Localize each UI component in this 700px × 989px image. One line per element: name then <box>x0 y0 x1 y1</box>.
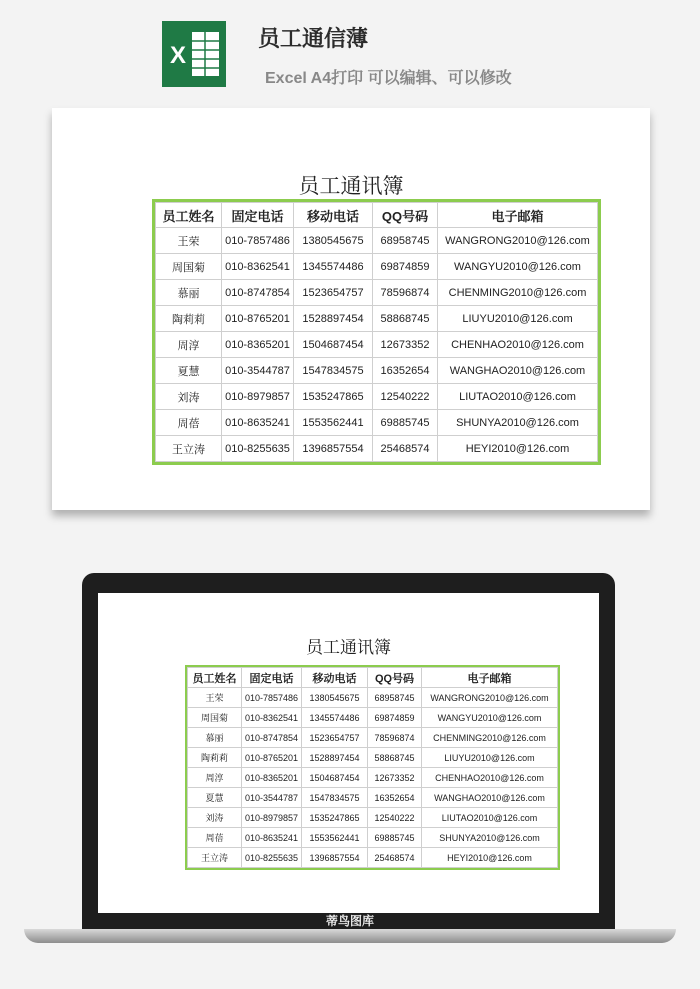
laptop-mockup <box>82 573 615 930</box>
table-body <box>188 688 558 868</box>
column-header: 电子邮箱 <box>438 203 598 228</box>
table-cell: 夏慧 <box>156 358 222 384</box>
table-cell: 010-8765201 <box>222 306 294 332</box>
table-header-row <box>156 203 598 228</box>
table-cell: LIUYU2010@126.com <box>438 306 598 332</box>
table-cell: HEYI2010@126.com <box>422 848 558 868</box>
table-row <box>188 708 558 728</box>
table-cell: 陶莉莉 <box>188 748 242 768</box>
table-row <box>188 828 558 848</box>
table-cell: 1553562441 <box>302 828 368 848</box>
table-cell: 慕丽 <box>188 728 242 748</box>
table-cell: 69874859 <box>368 708 422 728</box>
table-cell: 王荣 <box>188 688 242 708</box>
table-cell: 12540222 <box>373 384 438 410</box>
table-cell: 王立涛 <box>188 848 242 868</box>
table-cell: 1345574486 <box>302 708 368 728</box>
contacts-table <box>155 202 598 462</box>
table-row <box>188 788 558 808</box>
table-row <box>156 384 598 410</box>
sheet-title: 员工通讯簿 <box>306 638 391 658</box>
table-row <box>156 254 598 280</box>
table-cell: LIUYU2010@126.com <box>422 748 558 768</box>
column-header: QQ号码 <box>373 203 438 228</box>
table-cell: CHENHAO2010@126.com <box>422 768 558 788</box>
table-cell: 1345574486 <box>294 254 373 280</box>
table-cell: 69874859 <box>373 254 438 280</box>
table-cell: 周国菊 <box>188 708 242 728</box>
table-cell: 夏慧 <box>188 788 242 808</box>
table-row <box>188 728 558 748</box>
table-cell: 010-8635241 <box>242 828 302 848</box>
table-cell: 1523654757 <box>294 280 373 306</box>
table-cell: 周淳 <box>188 768 242 788</box>
table-row <box>156 332 598 358</box>
table-cell: 王荣 <box>156 228 222 254</box>
table-cell: 010-8747854 <box>222 280 294 306</box>
laptop-base <box>24 929 676 943</box>
table-cell: 1504687454 <box>294 332 373 358</box>
table-cell: 王立涛 <box>156 436 222 462</box>
header <box>0 0 700 100</box>
column-header: QQ号码 <box>368 668 422 688</box>
table-cell: 1535247865 <box>294 384 373 410</box>
page-title: 员工通信薄 <box>258 26 369 51</box>
table-cell: 1396857554 <box>294 436 373 462</box>
table-cell: 1523654757 <box>302 728 368 748</box>
table-cell: WANGYU2010@126.com <box>438 254 598 280</box>
table-cell: 010-8255635 <box>242 848 302 868</box>
table-cell: 010-7857486 <box>222 228 294 254</box>
table-cell: 010-3544787 <box>242 788 302 808</box>
table-row <box>156 280 598 306</box>
page-subtitle: Excel A4打印 可以编辑、可以修改 <box>265 70 512 87</box>
table-cell: 68958745 <box>368 688 422 708</box>
table-cell: 12673352 <box>368 768 422 788</box>
table-cell: WANGYU2010@126.com <box>422 708 558 728</box>
table-cell: SHUNYA2010@126.com <box>438 410 598 436</box>
column-header: 固定电话 <box>242 668 302 688</box>
table-cell: 刘涛 <box>188 808 242 828</box>
contacts-table <box>187 667 558 868</box>
table-cell: 周淳 <box>156 332 222 358</box>
table-cell: LIUTAO2010@126.com <box>438 384 598 410</box>
table-row <box>188 768 558 788</box>
table-cell: 010-8255635 <box>222 436 294 462</box>
table-cell: 010-8979857 <box>242 808 302 828</box>
table-cell: 1380545675 <box>302 688 368 708</box>
sheet-title: 员工通讯簿 <box>298 174 404 198</box>
table-cell: 69885745 <box>373 410 438 436</box>
table-cell: LIUTAO2010@126.com <box>422 808 558 828</box>
table-row <box>188 808 558 828</box>
table-cell: 16352654 <box>373 358 438 384</box>
brand-label: 蒂鸟图库 <box>325 914 374 928</box>
table-cell: 68958745 <box>373 228 438 254</box>
table-cell: 010-3544787 <box>222 358 294 384</box>
table-cell: 69885745 <box>368 828 422 848</box>
column-header: 电子邮箱 <box>422 668 558 688</box>
table-cell: 010-8979857 <box>222 384 294 410</box>
table-cell: WANGHAO2010@126.com <box>438 358 598 384</box>
table-row <box>188 848 558 868</box>
table-cell: 1535247865 <box>302 808 368 828</box>
table-cell: WANGRONG2010@126.com <box>438 228 598 254</box>
table-cell: 58868745 <box>373 306 438 332</box>
table-cell: 58868745 <box>368 748 422 768</box>
table-cell: 陶莉莉 <box>156 306 222 332</box>
table-cell: 12540222 <box>368 808 422 828</box>
table-row <box>156 436 598 462</box>
column-header: 员工姓名 <box>156 203 222 228</box>
laptop-display <box>98 593 599 913</box>
table-cell: 010-8765201 <box>242 748 302 768</box>
table-cell: 1504687454 <box>302 768 368 788</box>
table-cell: 周蓓 <box>156 410 222 436</box>
table-header-row <box>188 668 558 688</box>
table-row <box>156 410 598 436</box>
table-row <box>156 306 598 332</box>
table-cell: CHENMING2010@126.com <box>438 280 598 306</box>
table-cell: 16352654 <box>368 788 422 808</box>
table-row <box>188 688 558 708</box>
table-cell: 010-8365201 <box>242 768 302 788</box>
table-cell: 1380545675 <box>294 228 373 254</box>
table-cell: 慕丽 <box>156 280 222 306</box>
table-cell: 78596874 <box>368 728 422 748</box>
table-cell: WANGRONG2010@126.com <box>422 688 558 708</box>
table-cell: 010-7857486 <box>242 688 302 708</box>
table-cell: 周蓓 <box>188 828 242 848</box>
table-row <box>188 748 558 768</box>
table-cell: HEYI2010@126.com <box>438 436 598 462</box>
table-cell: 1396857554 <box>302 848 368 868</box>
table-cell: 1553562441 <box>294 410 373 436</box>
table-cell: 010-8362541 <box>222 254 294 280</box>
table-cell: 周国菊 <box>156 254 222 280</box>
table-cell: 78596874 <box>373 280 438 306</box>
table-row <box>156 228 598 254</box>
table-cell: 1528897454 <box>302 748 368 768</box>
table-row <box>156 358 598 384</box>
column-header: 移动电话 <box>302 668 368 688</box>
table-cell: SHUNYA2010@126.com <box>422 828 558 848</box>
excel-icon <box>162 21 226 87</box>
table-cell: CHENHAO2010@126.com <box>438 332 598 358</box>
column-header: 员工姓名 <box>188 668 242 688</box>
table-cell: 010-8747854 <box>242 728 302 748</box>
table-cell: 010-8635241 <box>222 410 294 436</box>
table-cell: 1547834575 <box>302 788 368 808</box>
table-cell: 010-8362541 <box>242 708 302 728</box>
table-cell: 12673352 <box>373 332 438 358</box>
table-cell: 1528897454 <box>294 306 373 332</box>
excel-icon-letter: X <box>169 42 187 69</box>
table-cell: 25468574 <box>373 436 438 462</box>
table-cell: 010-8365201 <box>222 332 294 358</box>
sheet-preview-card <box>52 108 650 510</box>
table-body <box>156 228 598 462</box>
column-header: 移动电话 <box>294 203 373 228</box>
column-header: 固定电话 <box>222 203 294 228</box>
table-cell: CHENMING2010@126.com <box>422 728 558 748</box>
table-cell: WANGHAO2010@126.com <box>422 788 558 808</box>
table-cell: 25468574 <box>368 848 422 868</box>
table-cell: 1547834575 <box>294 358 373 384</box>
table-cell: 刘涛 <box>156 384 222 410</box>
